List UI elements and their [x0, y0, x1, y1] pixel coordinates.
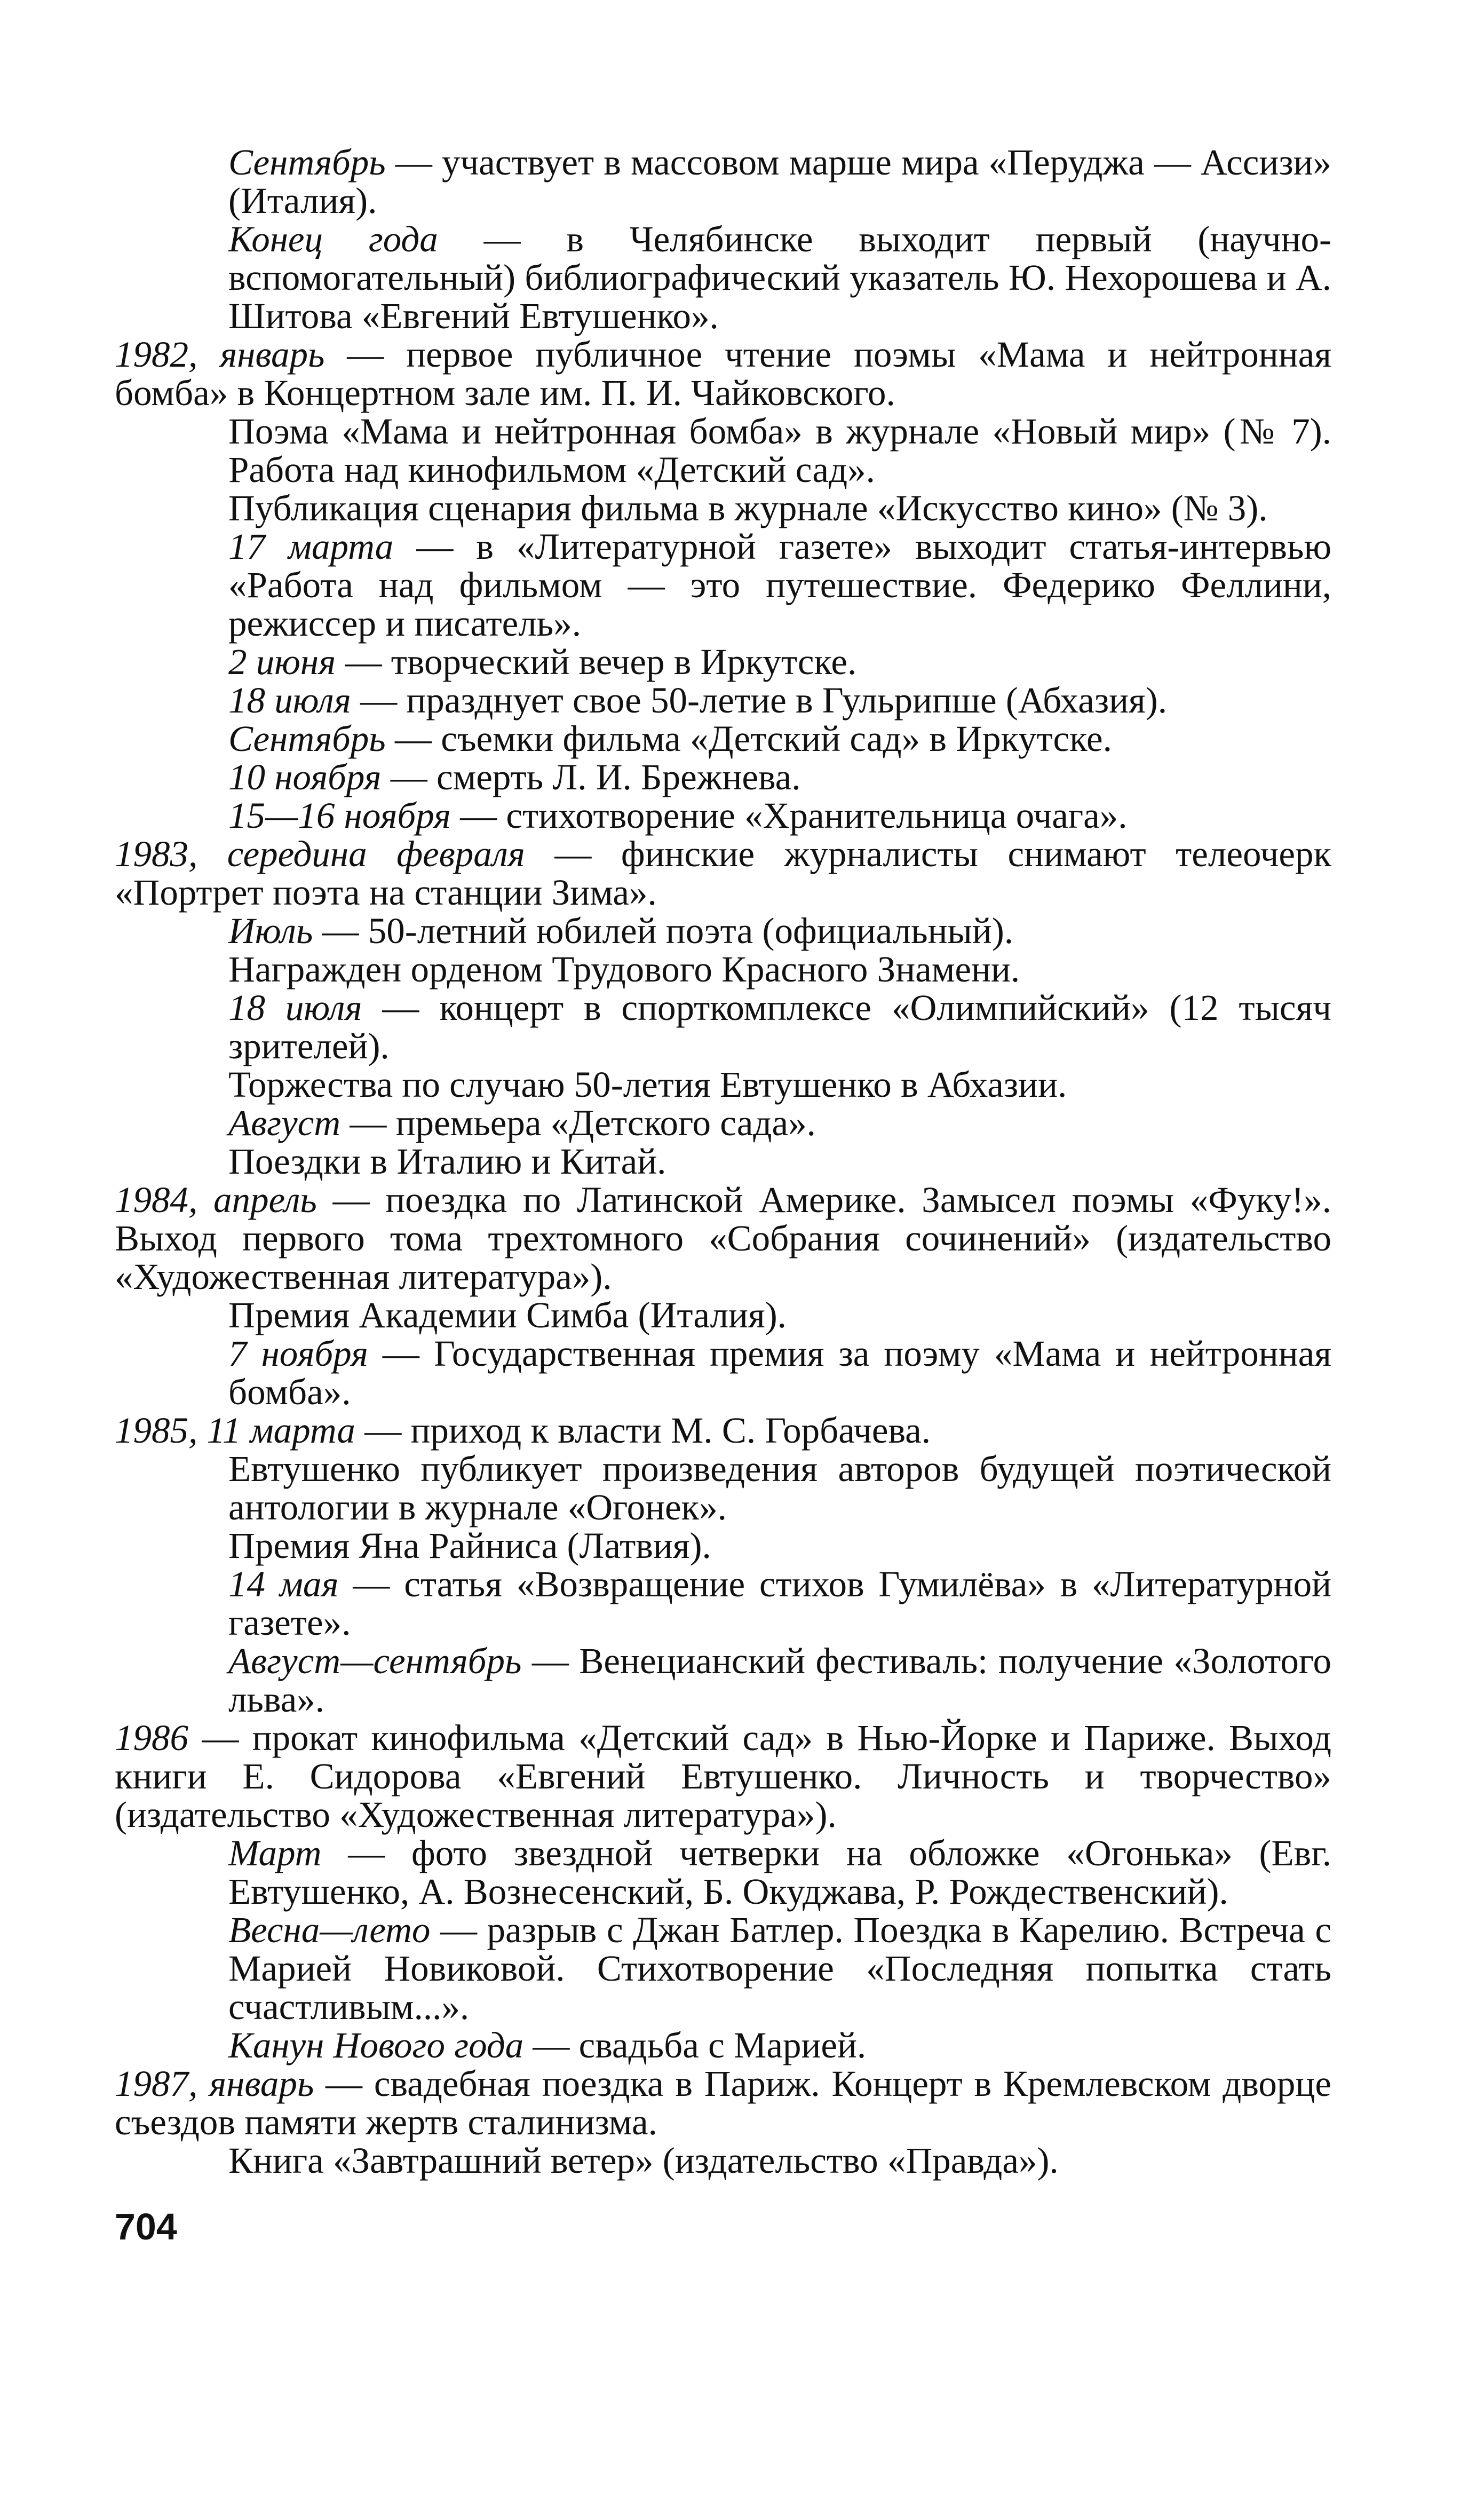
entry-text: — статья «Возвращение стихов Гумилёва» в «Литературной газете». [228, 1564, 1331, 1643]
year-entry [115, 1181, 1331, 1296]
chronology-item [228, 489, 1331, 527]
entry-text: — смерть Л. И. Брежнева. [381, 757, 801, 797]
date-label: 15—16 ноября [228, 795, 451, 836]
year-entry [115, 335, 1331, 412]
chronology-item [228, 1296, 1331, 1334]
date-label: Август—сентябрь [228, 1641, 522, 1681]
chronology-item [228, 1334, 1331, 1411]
date-label: Конец года [228, 219, 438, 259]
entry-text: Евтушенко публикует произведения авторов будущей поэтической антологии в журнале «Огонек». [228, 1449, 1331, 1527]
entry-text: — в Челябинске выходит первый (научно-вспомогательный) библиографический указатель Ю. Нехорошева и А. Шитова «Евгений Евтушенко». [228, 219, 1331, 336]
entry-text: — 50-летний юбилей поэта (официальный). [313, 911, 1014, 951]
entry-text: — Венецианский фестиваль: получение «Золотого льва». [228, 1641, 1331, 1720]
date-label: Март [228, 1833, 322, 1873]
entry-text: Книга «Завтрашний ветер» (издательство «Правда»). [228, 2140, 1059, 2181]
year-entry [115, 1719, 1331, 1834]
chronology-item [228, 1065, 1331, 1104]
entry-text: — свадьба с Марией. [523, 2025, 867, 2065]
date-label: Канун Нового года [228, 2025, 524, 2065]
entry-text: — свадебная поездка в Париж. Концерт в Кремлевском дворце съездов памяти жертв сталинизма. [115, 2063, 1331, 2142]
chronology-item [228, 220, 1331, 335]
chronology-item [228, 1142, 1331, 1181]
year-label: 1986 [115, 1717, 188, 1758]
entry-text: Поездки в Италию и Китай. [228, 1141, 666, 1182]
chronology-item [228, 950, 1331, 988]
chronology-item [228, 1911, 1331, 2026]
chronology-item [228, 143, 1331, 220]
year-entry [115, 1411, 1331, 1450]
chronology-item [228, 527, 1331, 643]
date-label: середина февраля [227, 834, 525, 874]
chronology-text [115, 143, 1331, 2180]
chronology-item [228, 1642, 1331, 1719]
entry-text: Публикация сценария фильма в журнале «Искусство кино» (№ 3). [228, 488, 1268, 528]
entry-text: — Государственная премия за поэму «Мама и нейтронная бомба». [228, 1333, 1331, 1412]
date-label: январь [220, 334, 325, 375]
date-label: 18 июля [228, 680, 351, 721]
date-label: 2 июня [228, 642, 336, 682]
chronology-item [228, 796, 1331, 835]
year-label: 1985, [115, 1410, 198, 1451]
date-label: 10 ноября [228, 757, 382, 797]
date-label: апрель [213, 1180, 317, 1220]
chronology-item [228, 643, 1331, 681]
entry-text: — стихотворение «Хранительница очага». [450, 795, 1128, 836]
date-label: Июль [228, 911, 313, 951]
date-label: 7 ноября [228, 1333, 368, 1374]
entry-text: — финские журналисты снимают телеочерк «Портрет поэта на станции Зима». [115, 834, 1332, 913]
chronology-item [228, 2026, 1331, 2064]
chronology-item [228, 988, 1331, 1065]
entry-text: — фото звездной четверки на обложке «Огонька» (Евг. Евтушенко, А. Вознесенский, Б. Окуджава, Р. Рождественский). [228, 1833, 1331, 1912]
entry-text: — приход к власти М. С. Горбачева. [355, 1410, 931, 1451]
chronology-item [228, 1450, 1331, 1526]
entry-text: Награжден орденом Трудового Красного Знамени. [228, 949, 1020, 990]
year-entry [115, 835, 1331, 912]
entry-text: — прокат кинофильма «Детский сад» в Нью-Йорке и Париже. Выход книги Е. Сидорова «Евгений Евтушенко. Личность и творчество» (издательство «Художественная литература»). [115, 1717, 1331, 1835]
entry-text: — концерт в спорткомплексе «Олимпийский» (12 тысяч зрителей). [228, 987, 1331, 1066]
date-label: 11 марта [207, 1410, 355, 1451]
entry-text: — празднует свое 50-летие в Гульрипше (Абхазия). [351, 680, 1167, 721]
date-label: Весна—лето [228, 1910, 431, 1950]
year-label: 1982, [115, 334, 198, 375]
date-label: 17 марта [228, 526, 394, 567]
page-number: 704 [115, 2206, 177, 2247]
date-label: Сентябрь [228, 142, 386, 183]
chronology-item [228, 1526, 1331, 1565]
entry-text: Поэма «Мама и нейтронная бомба» в журнале «Новый мир» (№ 7). Работа над кинофильмом «Детский сад». [228, 411, 1331, 490]
entry-text: — съемки фильма «Детский сад» в Иркутске. [385, 718, 1112, 759]
entry-text: — творческий вечер в Иркутске. [336, 642, 857, 682]
chronology-item [228, 1834, 1331, 1911]
year-label: 1983, [115, 834, 198, 874]
chronology-item [228, 1104, 1331, 1142]
date-label: Август [228, 1103, 341, 1143]
entry-text: — поездка по Латинской Америке. Замысел поэмы «Фуку!». Выход первого тома трехтомного «Собрания сочинений» (издательство «Художественная литература»). [115, 1180, 1331, 1297]
chronology-item [228, 758, 1331, 796]
entry-text: — премьера «Детского сада». [340, 1103, 816, 1143]
year-entry [115, 2064, 1331, 2141]
entry-text: — в «Литературной газете» выходит статья-интервью «Работа над фильмом — это путешествие. Федерико Феллини, режиссер и писатель». [228, 526, 1332, 644]
date-label: Сентябрь [228, 718, 386, 759]
chronology-item [228, 2141, 1331, 2180]
chronology-item [228, 1565, 1331, 1642]
chronology-item [228, 412, 1331, 489]
chronology-item [228, 719, 1331, 758]
year-label: 1984, [115, 1180, 198, 1220]
date-label: 14 мая [228, 1564, 339, 1604]
entry-text: Премия Академии Симба (Италия). [228, 1295, 787, 1335]
chronology-item [228, 912, 1331, 950]
entry-text: Торжества по случаю 50-летия Евтушенко в Абхазии. [228, 1064, 1067, 1105]
year-label: 1987, [115, 2063, 198, 2104]
entry-text: — разрыв с Джан Батлер. Поездка в Карелию. Встреча с Марией Новиковой. Стихотворение «Последняя попытка стать счастливым...». [228, 1910, 1331, 2027]
date-label: январь [209, 2063, 314, 2104]
entry-text: — участвует в массовом марше мира «Перуджа — Ассизи» (Италия). [228, 142, 1331, 221]
chronology-item [228, 681, 1331, 719]
date-label: 18 июля [228, 987, 362, 1028]
entry-text: Премия Яна Райниса (Латвия). [228, 1525, 711, 1566]
entry-text: — первое публичное чтение поэмы «Мама и нейтронная бомба» в Концертном зале им. П. И. Чайковского. [115, 334, 1331, 413]
